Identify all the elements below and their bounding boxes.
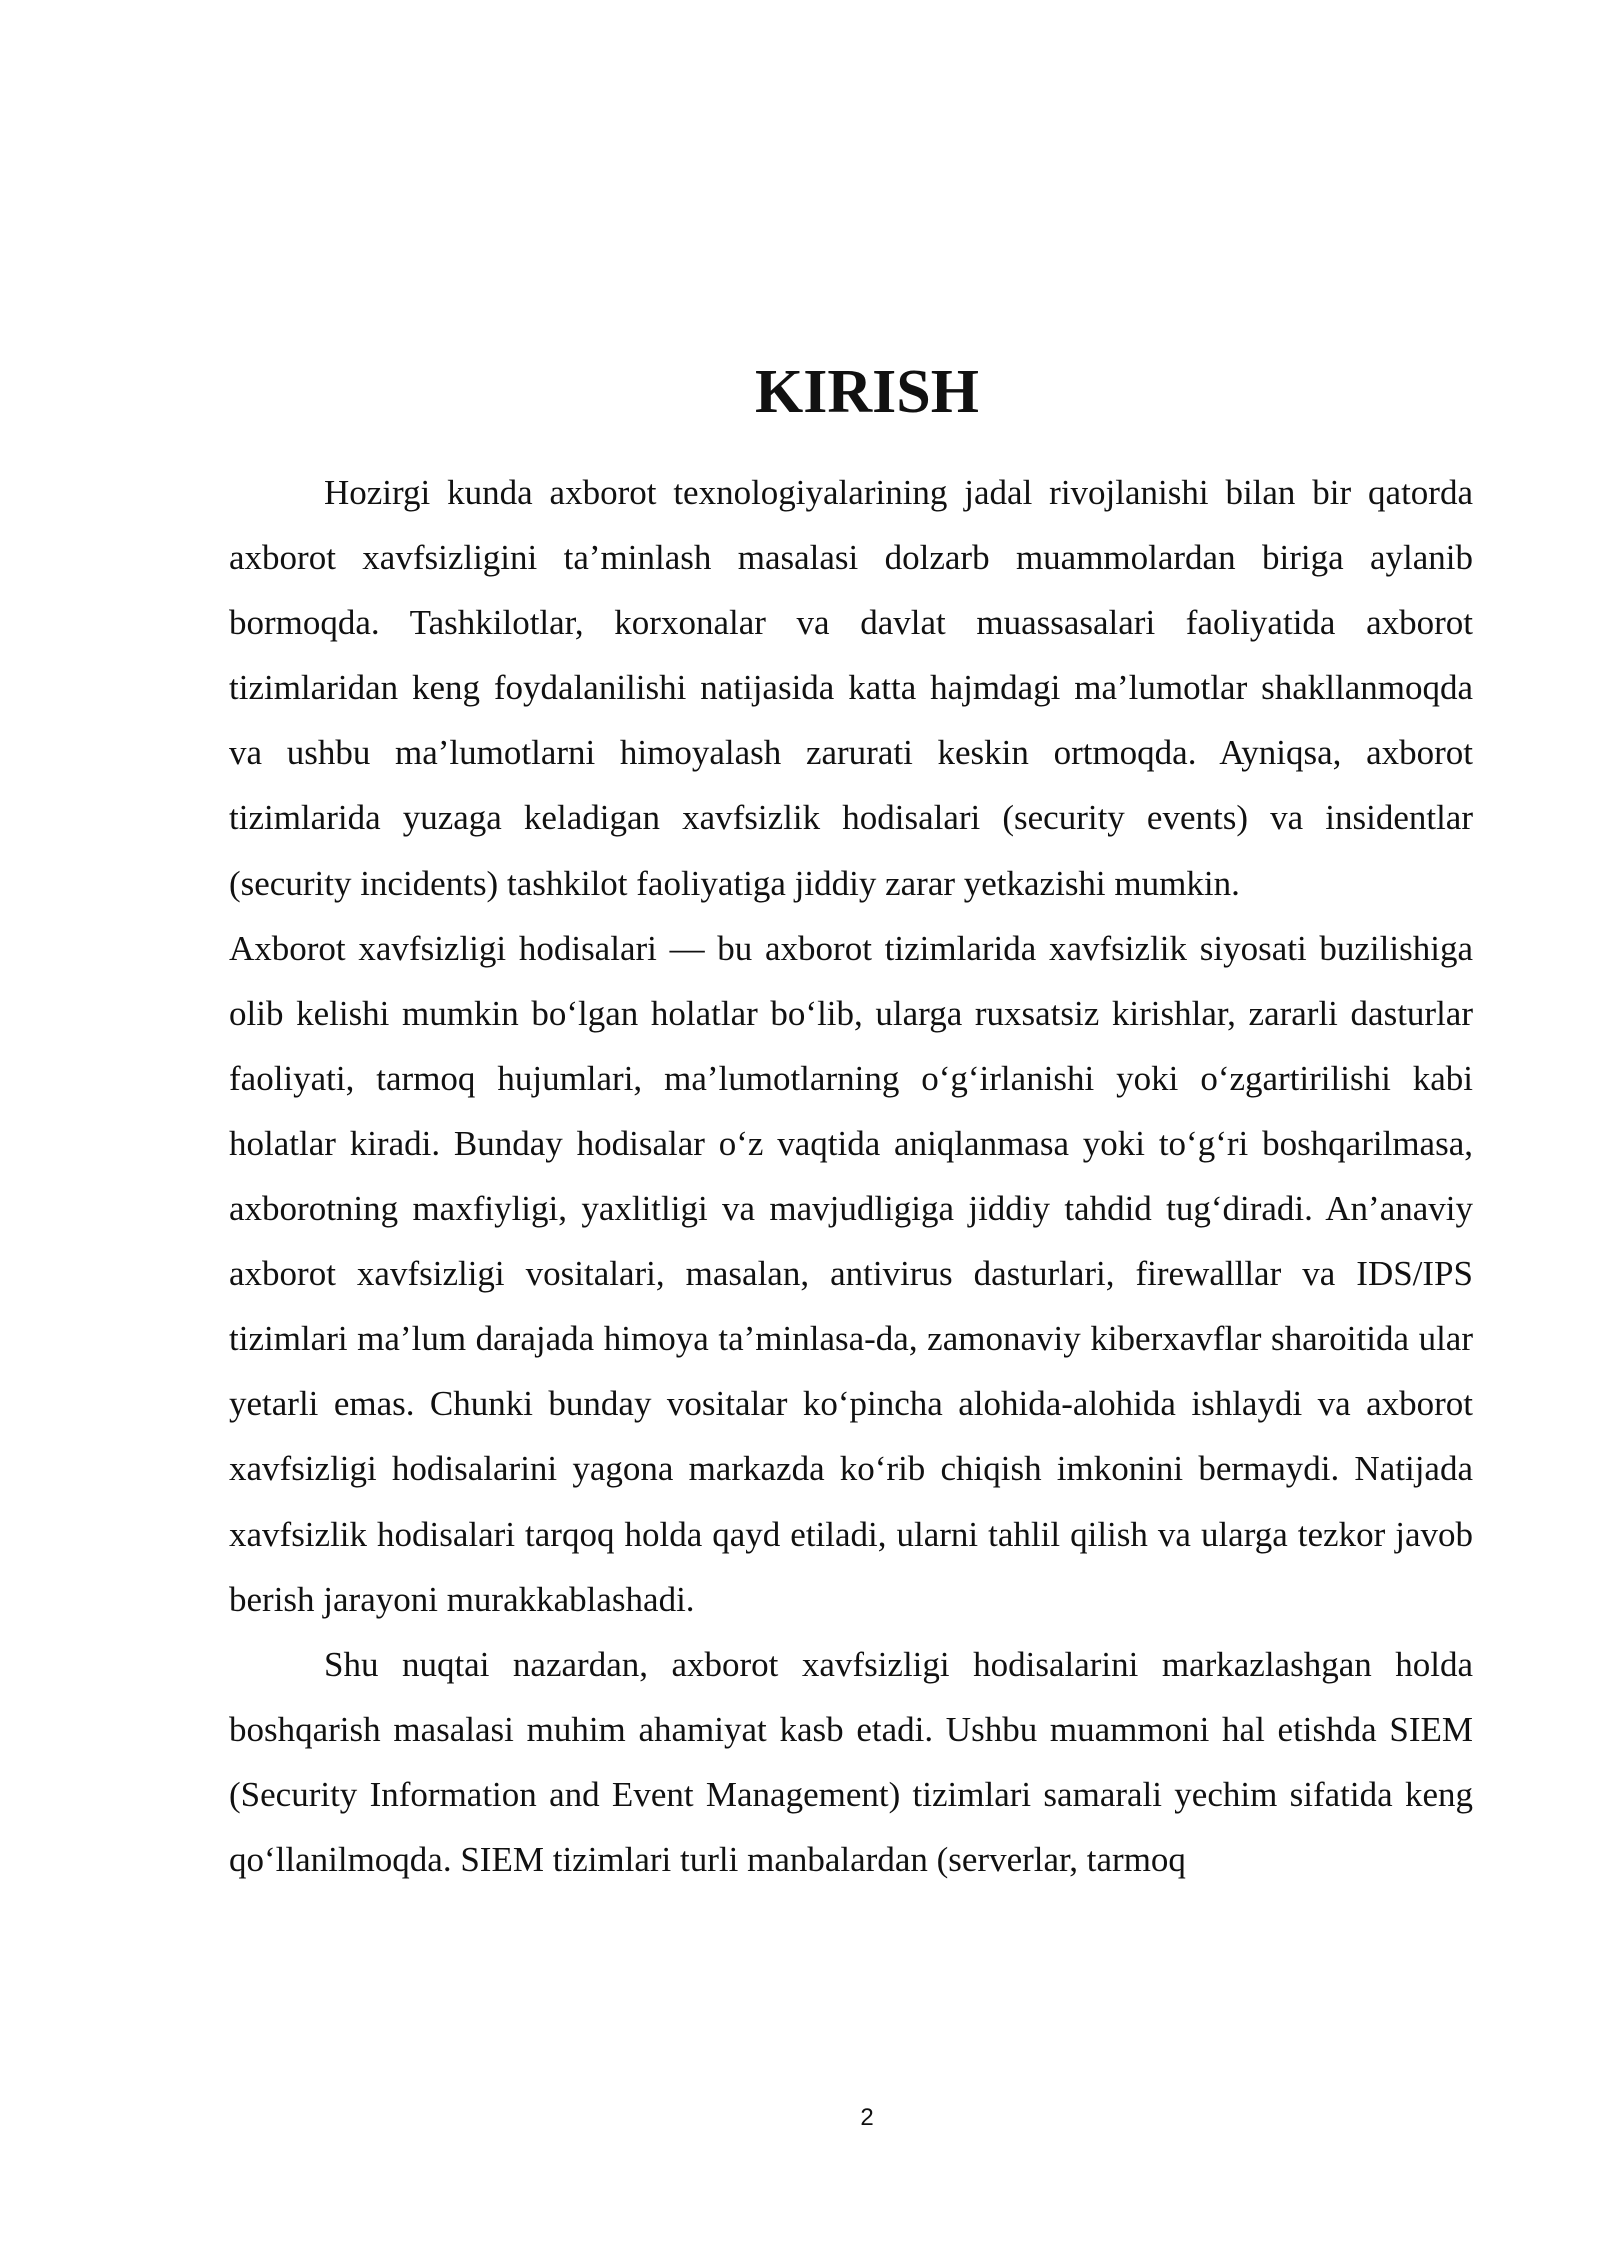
page-title: KIRISH: [755, 358, 979, 426]
body-text: [229, 460, 1473, 1892]
paragraph-siem: Shu nuqtai nazardan, axborot xavfsizligi hodisalarini markazlashgan holda boshqarish masalasi muhim ahamiyat kasb etadi. Ushbu muammoni hal etishda SIEM (Security Information and Event Management) tizimlari samarali yechim sifatida keng qo‘llanilmoqda. SIEM tizimlari turli manbalardan (serverlar, tarmoq: [229, 1644, 1473, 1879]
paragraph-security-events: Axborot xavfsizligi hodisalari — bu axborot tizimlarida xavfsizlik siyosati buzilishiga olib kelishi mumkin bo‘lgan holatlar bo‘lib, ularga ruxsatsiz kirishlar, zararli dasturlar faoliyati, tarmoq hujumlari, ma’lumotlarning o‘g‘irlanishi yoki o‘zgartirilishi kabi holatlar kiradi. Bunday hodisalar o‘z vaqtida aniqlanmasa yoki to‘g‘ri boshqarilmasa, axborotning maxfiyligi, yaxlitligi va mavjudligiga jiddiy tahdid tug‘diradi. An’anaviy axborot xavfsizligi vositalari, masalan, antivirus dasturlari, firewalllar va IDS/IPS tizimlari ma’lum darajada himoya ta’minlasa-da, zamonaviy kiberxavflar sharoitida ular yetarli emas. Chunki bunday vositalar ko‘pincha alohida-alohida ishlaydi va axborot xavfsizligi hodisalarini yagona markazda ko‘rib chiqish imkonini bermaydi. Natijada xavfsizlik hodisalari tarqoq holda qayd etiladi, ularni tahlil qilish va ularga tezkor javob berish jarayoni murakkablashadi.: [229, 928, 1473, 1619]
paragraph-intro: Hozirgi kunda axborot texnologiyalarining jadal rivojlanishi bilan bir qatorda axborot xavfsizligini ta’minlash masalasi dolzarb muammolardan biriga aylanib bormoqda. Tashkilotlar, korxonalar va davlat muassasalari faoliyatida axborot tizimlaridan keng foydalanilishi natijasida katta hajmdagi ma’lumotlar shakllanmoqda va ushbu ma’lumotlarni himoyalash zarurati keskin ortmoqda. Ayniqsa, axborot tizimlarida yuzaga keladigan xavfsizlik hodisalari (security events) va insidentlar (security incidents) tashkilot faoliyatiga jiddiy zarar yetkazishi mumkin.: [229, 473, 1473, 903]
page-number: 2: [860, 2104, 874, 2131]
